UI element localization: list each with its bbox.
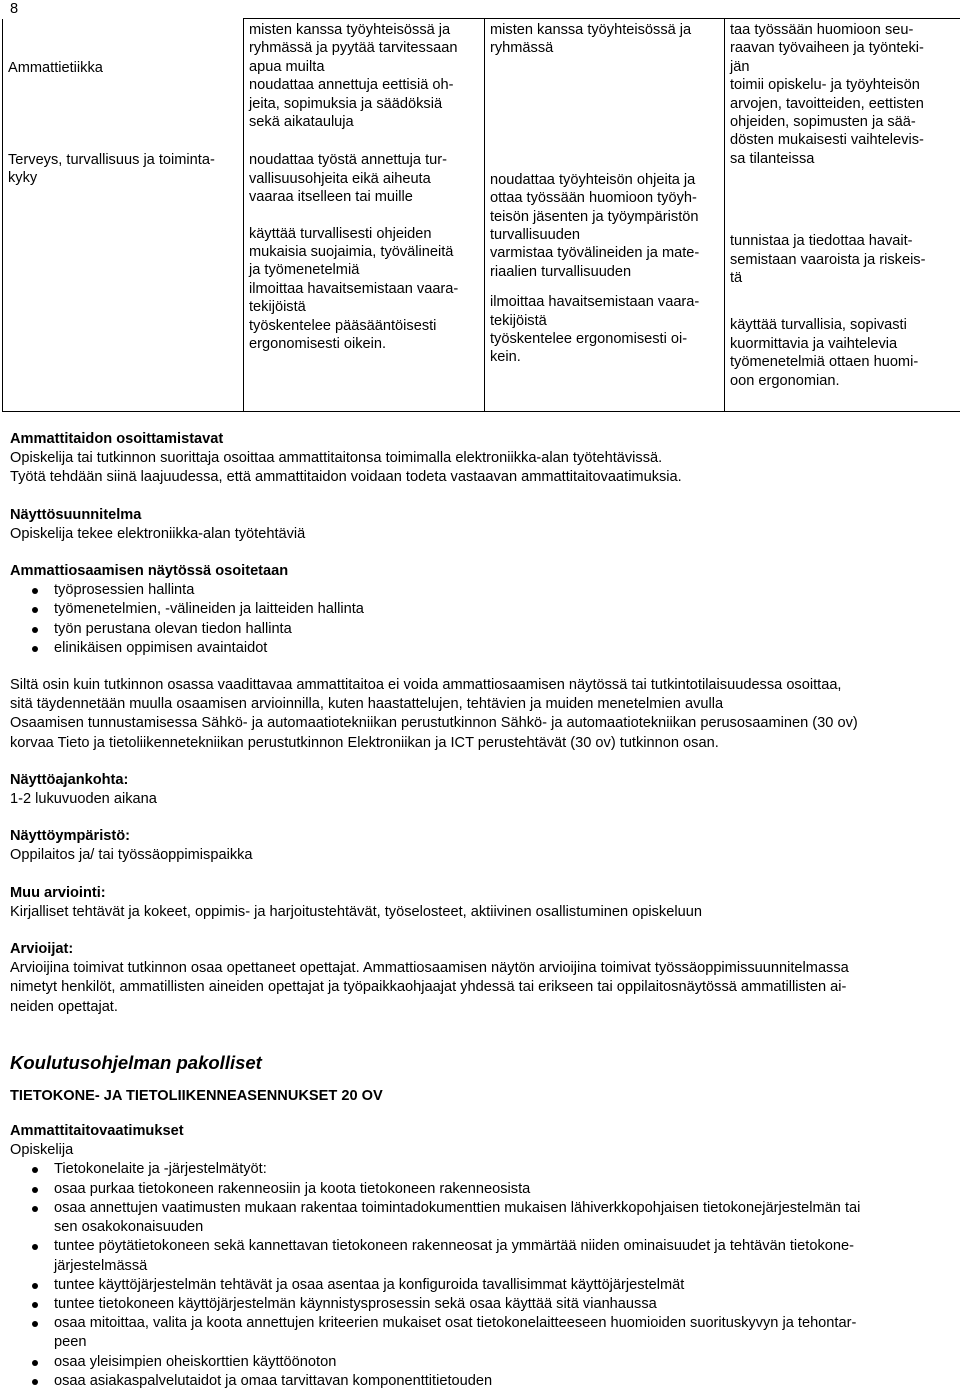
paragraph-line: Oppilaitos ja/ tai työssäoppimispaikka [10,846,950,865]
cell-block [730,232,955,287]
cell-text-line: noudattaa työstä annettuja tur- [249,151,479,169]
paragraph-line: sitä täydennetään muulla osaamisen arvioinnilla, kuten haastattelujen, tehtävien ja muiden menetelmien avulla [10,695,950,714]
cell-text-line: jeita, sopimuksia ja säädöksiä [249,95,479,113]
cell-text-line: oon ergonomian. [730,372,955,390]
cell-text-line: kuormittavia ja vaihtelevia [730,335,955,353]
paragraph-line: Opiskelija tai tutkinnon suorittaja osoittaa ammattitaitonsa toimimalla elektroniikka-alan työtehtävissä. [10,449,950,468]
cell-text-line: vaaraa itselleen tai muille [249,188,479,206]
cell-text-line: noudattaa annettuja eettisiä oh- [249,76,479,94]
cell-text-line: ohjeiden, sopimusten ja sää- [730,113,955,131]
paragraph-line: neiden opettajat. [10,998,950,1017]
paragraph-line: Osaamisen tunnustamisessa Sähkö- ja automaatiotekniikan perustutkinnon Sähkö- ja automaatiotekniikan perusosaaminen (30 ov) [10,714,950,733]
list-item-line: sen osakokonaisuuden [54,1218,950,1237]
opiskelija-label: Opiskelija [10,1141,950,1160]
heading-ammattitaitovaatimukset: Ammattitaitovaatimukset [10,1122,950,1141]
heading-osoittamistavat: Ammattitaidon osoittamistavat [10,430,950,449]
cell-block [249,317,479,354]
osaaminen-list [10,581,950,658]
cell-text-line: tä [730,269,955,287]
cell-text-line: käyttää turvallisia, sopivasti [730,316,955,334]
table-col-topic [3,19,244,412]
list-item: elinikäisen oppimisen avaintaidot [10,639,950,658]
cell-text-line: tekijöistä [490,312,719,330]
cell-text-line: noudattaa työyhteisön ohjeita ja [490,171,719,189]
cell-text-line: ergonomisesti oikein. [249,335,479,353]
cell-text-line: jän [730,58,955,76]
list-item: työn perustana olevan tiedon hallinta [10,620,950,639]
list-item: työmenetelmien, -välineiden ja laitteiden hallinta [10,600,950,619]
cell-text-line: sa tilanteissa [730,150,955,168]
list-item [10,1276,950,1295]
table-col-level-3 [725,19,960,412]
heading-koulutusohjelma: Koulutusohjelman pakolliset [10,1051,950,1075]
vaatimukset-list [10,1160,950,1390]
cell-text-line: turvallisuuden [490,226,719,244]
cell-text-line: misten kanssa työyhteisössä ja [490,21,719,39]
list-item [10,1353,950,1372]
cell-block [249,21,479,76]
cell-text-line: raavan työvaiheen ja työnteki- [730,39,955,57]
paragraph-line: Kirjalliset tehtävät ja kokeet, oppimis- ja harjoitustehtävät, työselosteet, aktiivinen osallistuminen opiskeluun [10,903,950,922]
cell-text-line: ilmoittaa havaitsemistaan vaara- [249,280,479,298]
cell-text-line: tunnistaa ja tiedottaa havait- [730,232,955,250]
list-item [10,1199,950,1237]
cell-block [730,316,955,390]
table-col-level-1 [244,19,485,412]
cell-block [490,293,719,330]
cell-text-line: varmistaa työvälineiden ja mate- [490,244,719,262]
cell-block [249,280,479,317]
cell-text-line: semistaan vaaroista ja riskeis- [730,251,955,269]
list-item-line: osaa yleisimpien oheiskorttien käyttöönoton [54,1354,336,1370]
list-item [10,1237,950,1275]
heading-ammattiosaaminen: Ammattiosaamisen näytössä osoitetaan [10,562,950,581]
cell-text-line: ryhmässä ja pyytää tarvitessaan [249,39,479,57]
cell-block [730,76,955,168]
cell-text-line: misten kanssa työyhteisössä ja [249,21,479,39]
paragraph-line: Siltä osin kuin tutkinnon osassa vaadittavaa ammattitaitoa ei voida ammattiosaamisen näytössä tai tutkintotilaisuudessa osoittaa, [10,676,950,695]
cell-text-line: mukaisia suojaimia, työvälineitä [249,243,479,261]
cell-text-line: taa työssään huomioon seu- [730,21,955,39]
paragraph-line: Työtä tehdään siinä laajuudessa, että ammattitaidon voidaan todeta vastaavan ammattitaitovaatimuksia. [10,468,950,487]
cell-text-line: teisön jäsenten ja työympäristön [490,208,719,226]
list-item-line: osaa purkaa tietokoneen rakenneosiin ja koota tietokoneen rakenneosista [54,1181,530,1197]
list-item-line: järjestelmässä [54,1257,950,1276]
cell-text-line: dösten mukaisesti vaihtelevis- [730,131,955,149]
cell-block [249,225,479,280]
cell-block [490,21,719,58]
cell-text-line: sekä aikatauluja [249,113,479,131]
cell-text-line: ryhmässä [490,39,719,57]
criteria-table [2,18,960,412]
table-col-level-2 [485,19,725,412]
cell-text-line: ja työmenetelmiä [249,261,479,279]
heading-arvioijat: Arvioijat: [10,940,950,959]
list-item [10,1180,950,1199]
cell-block [249,76,479,131]
list-item: työprosessien hallinta [10,581,950,600]
cell-text-line: apua muilta [249,58,479,76]
cell-text-line: tekijöistä [249,298,479,316]
list-item-line: osaa mitoittaa, valita ja koota annettujen kriteerien mukaiset osat tietokonelaitteeseen huomioiden suorituskyvyn ja tehontar- [54,1314,950,1333]
paragraph-line: korvaa Tieto ja tietoliikennetekniikan perustutkinnon Elektroniikan ja ICT perustehtävät (30 ov) tutkinnon osan. [10,734,950,753]
cell-text-line: ottaa työssään huomioon työyh- [490,189,719,207]
list-item-line: Tietokonelaite ja -järjestelmätyöt: [54,1161,267,1177]
cell-text-line: vallisuusohjeita eikä aiheuta [249,170,479,188]
cell-text-line: työskentelee pääsääntöisesti [249,317,479,335]
heading-nayttosuunnitelma: Näyttösuunnitelma [10,506,950,525]
topic-terveys-line: kyky [8,169,238,187]
paragraph-line: 1-2 lukuvuoden aikana [10,790,950,809]
list-item-line: peen [54,1333,950,1352]
page-number: 8 [10,0,18,18]
list-item-line: tuntee tietokoneen käyttöjärjestelmän käynnistysprosessin sekä osaa käyttää sitä vianhaussa [54,1296,657,1312]
list-item-line: tuntee käyttöjärjestelmän tehtävät ja osaa asentaa ja konfiguroida tavallisimmat käyttöjärjestelmät [54,1277,684,1293]
paragraph-line: Opiskelija tekee elektroniikka-alan työtehtäviä [10,525,950,544]
cell-text-line: työmenetelmiä ottaen huomi- [730,353,955,371]
cell-block [490,244,719,281]
paragraph-line: Arvioijina toimivat tutkinnon osaa opettaneet opettajat. Ammattiosaamisen näytön arvioijina toimivat työssäoppimissuunnitelmassa [10,959,950,978]
cell-text-line: riaalien turvallisuuden [490,263,719,281]
heading-tietokone-asennukset: TIETOKONE- JA TIETOLIIKENNEASENNUKSET 20 OV [10,1087,950,1106]
cell-text-line: arvojen, tavoitteiden, eettisten [730,95,955,113]
cell-block [490,330,719,367]
document-body [10,430,950,1391]
list-item [10,1295,950,1314]
cell-block [249,151,479,206]
list-item-line: osaa asiakaspalvelutaidot ja omaa tarvittavan komponenttitietouden [54,1373,492,1389]
list-item [10,1314,950,1352]
topic-ammattietiikka: Ammattietiikka [8,59,238,77]
cell-text-line: toimii opiskelu- ja työyhteisön [730,76,955,94]
cell-text-line: käyttää turvallisesti ohjeiden [249,225,479,243]
paragraph-line: nimetyt henkilöt, ammatillisten aineiden opettajat ja työpaikkaohjaajat yhdessä tai erikseen tai oppilaitosnäytössä ammatillisten ai- [10,978,950,997]
cell-text-line: työskentelee ergonomisesti oi- [490,330,719,348]
heading-muu-arviointi: Muu arviointi: [10,884,950,903]
list-item [10,1372,950,1391]
list-item-line: osaa annettujen vaatimusten mukaan rakentaa toimintadokumenttien mukaisen lähiverkkopohjaisen tietokonejärjestelmän tai [54,1199,950,1218]
topic-terveys-line: Terveys, turvallisuus ja toiminta- [8,151,238,169]
list-item [10,1160,950,1179]
heading-nayttoymparisto: Näyttöympäristö: [10,827,950,846]
cell-text-line: ilmoittaa havaitsemistaan vaara- [490,293,719,311]
cell-block [730,21,955,76]
list-item-line: tuntee pöytätietokoneen sekä kannettavan tietokoneen rakenneosat ja ymmärtää niiden ominaisuudet ja tehtävän tietokone- [54,1237,950,1256]
cell-text-line: kein. [490,348,719,366]
heading-nayttoajankohta: Näyttöajankohta: [10,771,950,790]
cell-block [490,171,719,245]
